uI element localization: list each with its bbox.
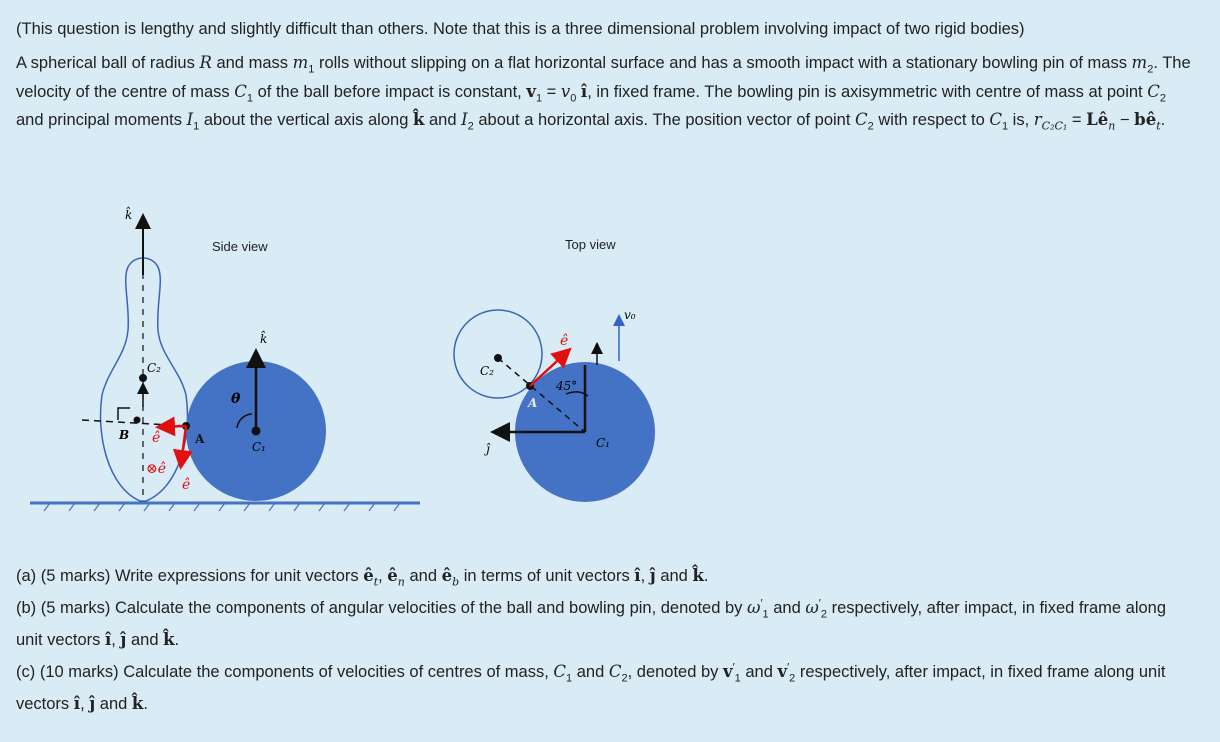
et-vector <box>181 426 186 465</box>
label-C2-side: C₂ <box>147 361 161 375</box>
label-v0: v₀ <box>624 308 636 322</box>
label-k-axis: k̂ <box>125 208 133 222</box>
label-45: 45° <box>556 379 578 393</box>
side-view-label: Side view <box>212 239 268 254</box>
label-A-side: A <box>195 432 205 446</box>
label-C2-top: C₂ <box>480 364 494 378</box>
label-A-top: A <box>528 396 538 410</box>
label-en-side: ê <box>152 430 161 446</box>
question-parts <box>16 560 1196 720</box>
top-view-label: Top view <box>565 237 616 252</box>
problem-statement: A spherical ball of radius R and mass $m_1$ rolls without slipping on a flat horizontal surface and has a smooth impact with a stationary bowling pin of mass $m_2$. The velocity of the centre of mass $C_1$ of the ball before impact is constant, $v_1 = v_0$ î, in fixed frame. The bowling pin is axisymmetric with centre of mass at point $C_2$ and principal moments $I_1$ about the vertical axis along k̂ and $I_2$ about a horizontal axis. The position vector of point $C_2$ with respect to $C_1$ is, $r_{C_2C_1}$ = $Lê_n$ − $bê_t$. <box>16 53 1191 133</box>
part-a: (a) (5 marks) Write expressions for unit vectors $ê_t$, $ê_n$ and $ê_b$ in terms of unit vectors î, ĵ and k̂. <box>16 566 709 589</box>
label-B: B <box>119 428 130 442</box>
pin-center-C2 <box>139 374 147 382</box>
label-et-side: ê <box>182 477 191 493</box>
label-k-ball: k̂ <box>260 332 268 346</box>
part-c: (c) (10 marks) Calculate the components of velocities of centres of mass, $C_1$ and $C_2$, denoted by $v'_1$ and $v'_2$ respectively, after impact, in fixed frame along unit vectors î, ĵ and k̂. <box>16 661 1166 713</box>
part-b: (b) (5 marks) Calculate the components of angular velocities of the ball and bowling pin, denoted by $\omega'_1$ and $\omega'_2$ respectively, after impact, in fixed frame along unit vectors î, ĵ and k̂. <box>16 597 1167 649</box>
label-theta: θ <box>231 391 241 407</box>
label-C1-side: C₁ <box>252 440 266 454</box>
en-vector <box>160 426 186 427</box>
point-B <box>134 417 141 424</box>
label-C1-top: C₁ <box>596 436 610 450</box>
label-i: î <box>594 342 598 356</box>
label-j: ĵ <box>486 442 490 456</box>
right-angle-mark <box>118 408 130 420</box>
top-view <box>454 308 655 502</box>
label-eb-side: ⊗ê <box>146 461 167 477</box>
intro-note: (This question is lengthy and slightly difficult than others. Note that this is a three dimensional problem involving impact of two rigid bodies) <box>16 20 1025 38</box>
label-en-top: ê <box>560 333 569 349</box>
impact-figure <box>0 195 1220 525</box>
